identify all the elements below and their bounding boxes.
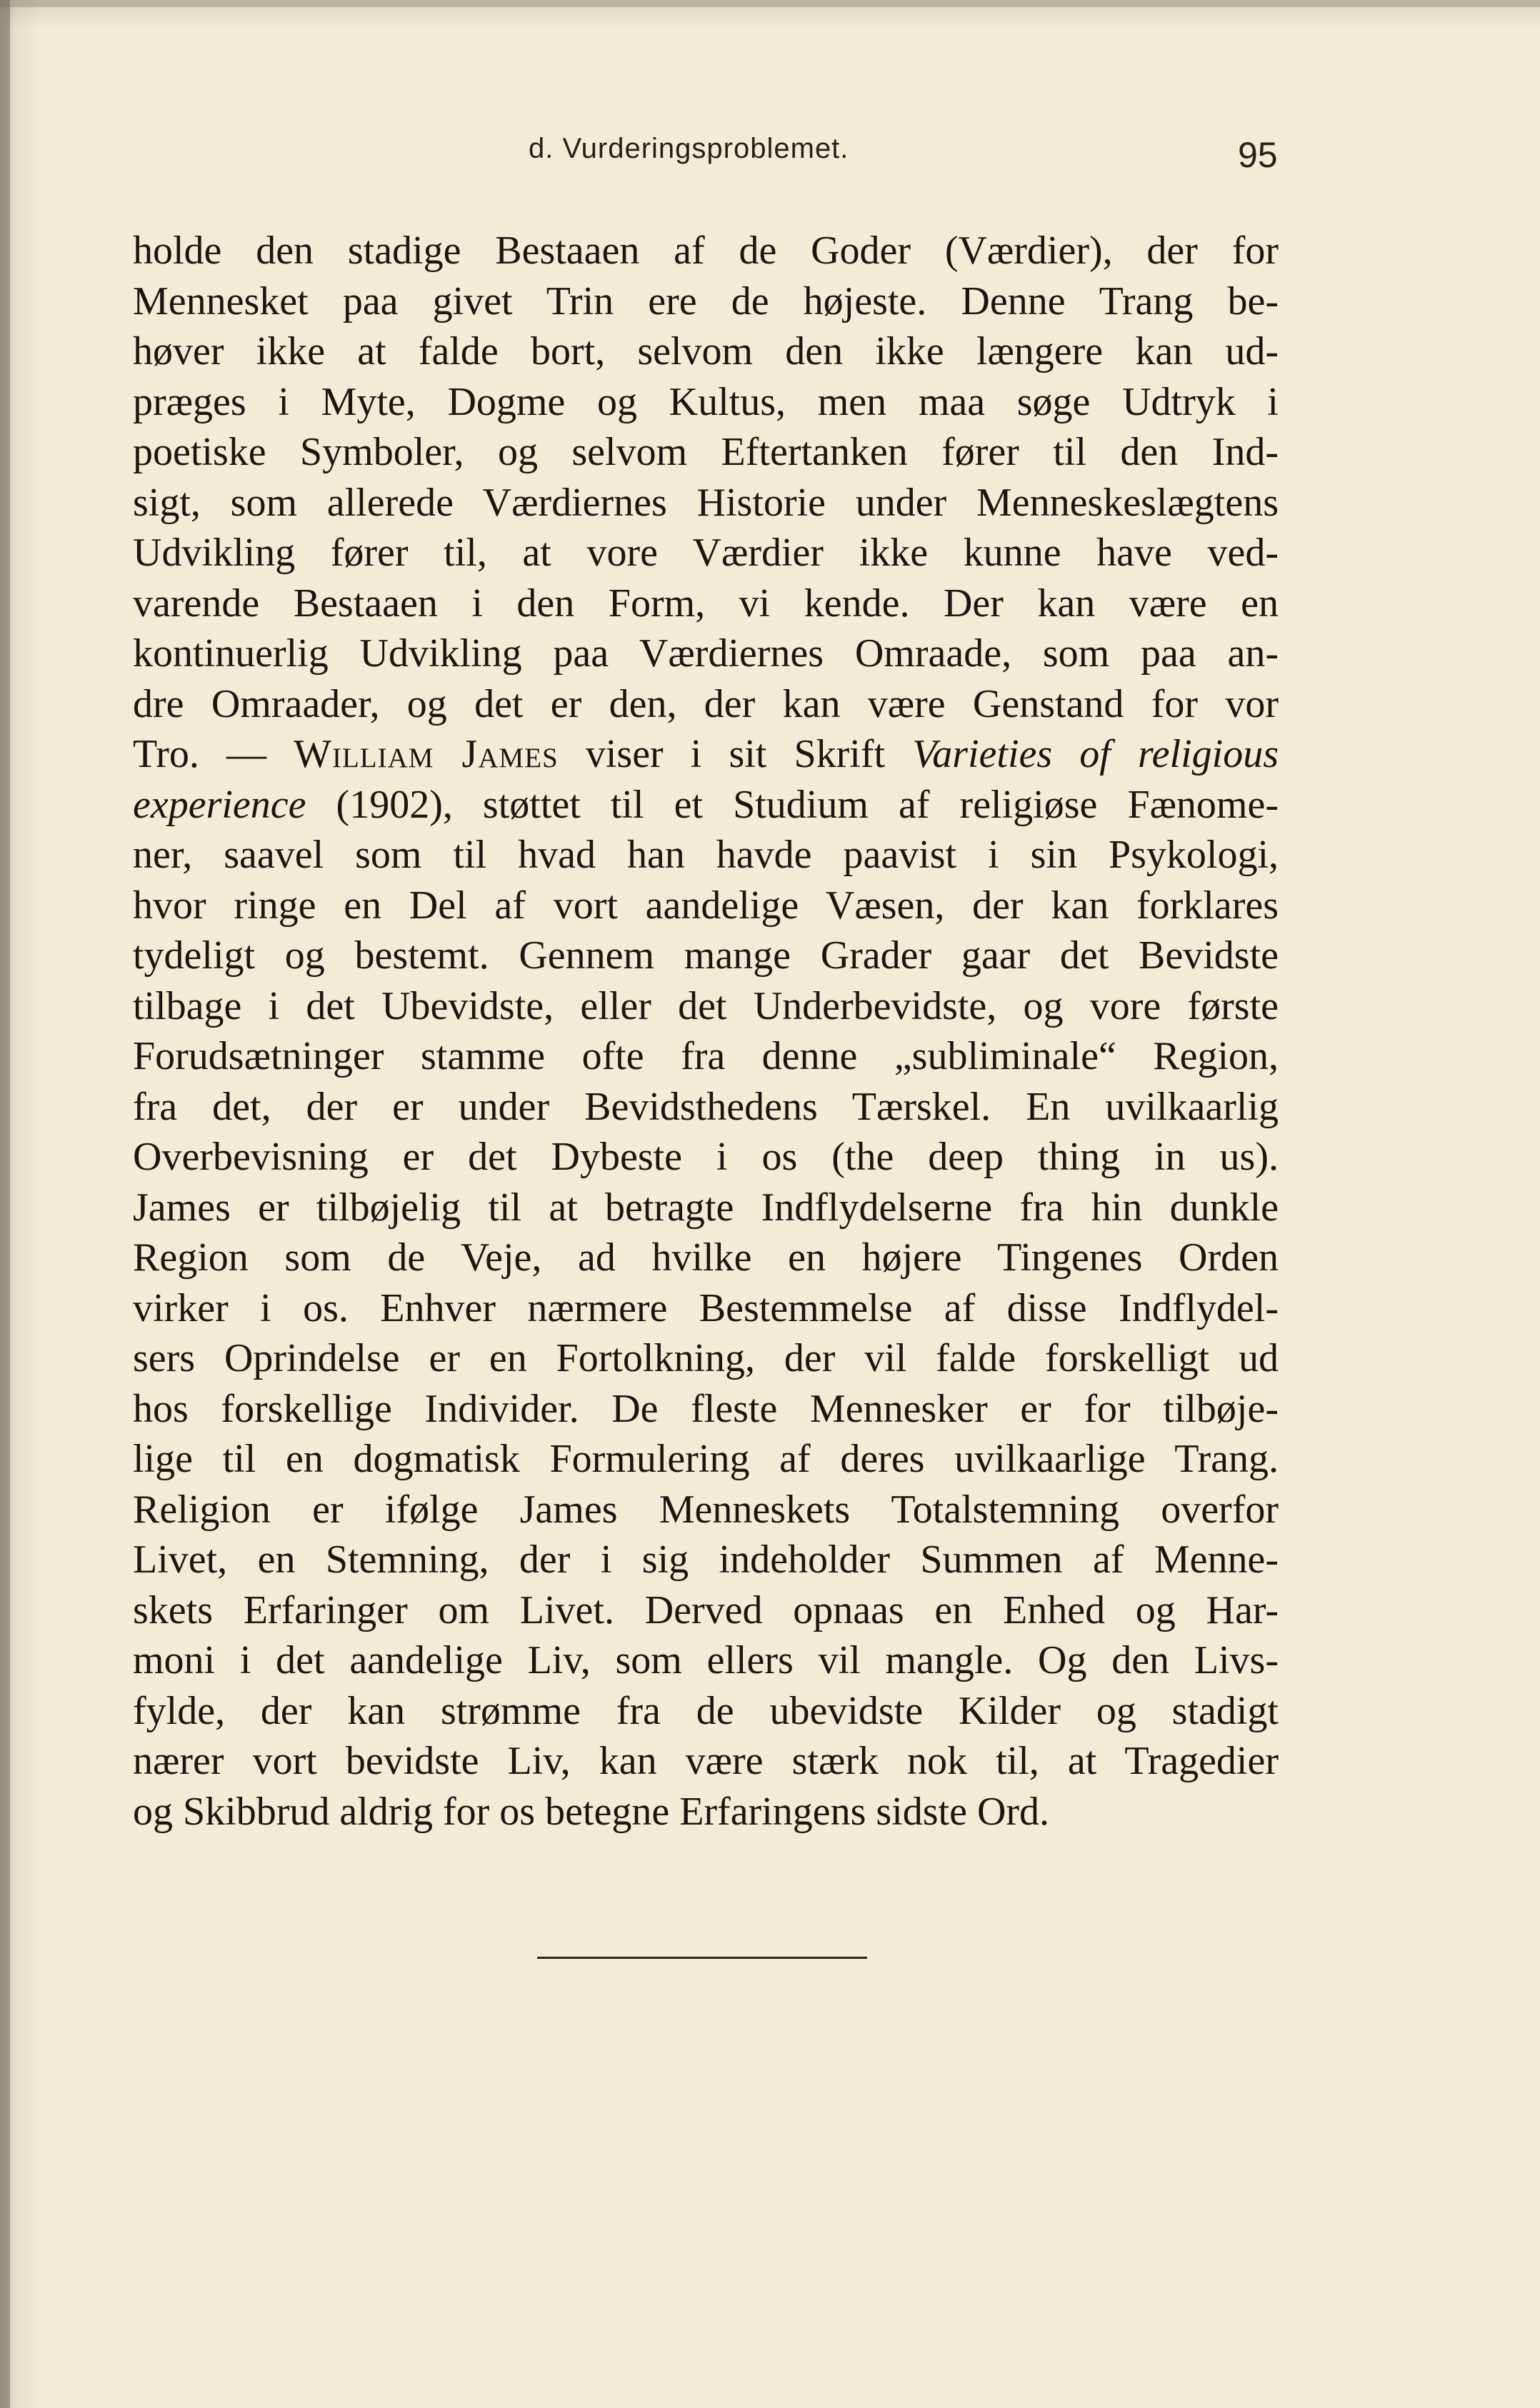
text-line: virker i os. Enhver nærmere Bestemmelse af disse Indflydel- xyxy=(133,1285,1279,1330)
text-line: hos forskellige Individer. De fleste Mennesker er for tilbøje- xyxy=(133,1386,1279,1431)
page-left-edge-shadow xyxy=(0,0,10,2408)
text-line: skets Erfaringer om Livet. Derved opnaas en Enhed og Har- xyxy=(133,1587,1279,1632)
book-title: experience xyxy=(133,782,306,827)
text-line: fra det, der er under Bevidsthedens Tærskel. En uvilkaarlig xyxy=(133,1084,1279,1129)
text-line: Mennesket paa givet Trin ere de højeste. Denne Trang be- xyxy=(133,279,1279,323)
text-line: hvor ringe en Del af vort aandelige Væsen, der kan forklares xyxy=(133,883,1279,928)
text-line: sers Oprindelse er en Fortolkning, der vil falde forskelligt ud xyxy=(133,1336,1279,1380)
text-line: holde den stadige Bestaaen af de Goder (Værdier), der for xyxy=(133,229,1279,273)
text-line: og Skibbrud aldrig for os betegne Erfaringens sidste Ord. xyxy=(133,1789,1050,1834)
text-line: nærer vort bevidste Liv, kan være stærk nok til, at Tragedier xyxy=(133,1739,1279,1783)
text-segment: viser i sit Skrift xyxy=(558,732,913,776)
text-segment: (1902), støttet til et Studium af religiøse Fænome- xyxy=(306,782,1279,827)
text-line: Religion er ifølge James Menneskets Totalstemning overfor xyxy=(133,1487,1279,1532)
author-name: William James xyxy=(294,732,559,776)
text-line: ner, saavel som til hvad han havde paavist i sin Psykologi, xyxy=(133,833,1279,877)
text-line xyxy=(133,729,1279,780)
text-line: Udvikling fører til, at vore Værdier ikke kunne have ved- xyxy=(133,531,1279,575)
text-segment: Tro. — xyxy=(133,732,294,776)
text-line: Livet, en Stemning, der i sig indeholder Summen af Menne- xyxy=(133,1537,1279,1582)
text-line xyxy=(133,780,1279,831)
text-line: Overbevisning er det Dybeste i os (the deep thing in us). xyxy=(133,1135,1279,1179)
section-end-rule xyxy=(537,1957,867,1959)
text-line: James er tilbøjelig til at betragte Indflydelserne fra hin dunkle xyxy=(133,1185,1279,1230)
text-line: sigt, som allerede Værdiernes Historie under Menneskeslægtens xyxy=(133,480,1279,525)
text-line: Region som de Veje, ad hvilke en højere Tingenes Orden xyxy=(133,1235,1279,1280)
text-line: lige til en dogmatisk Formulering af deres uvilkaarlige Trang. xyxy=(133,1437,1279,1481)
page-number: 95 xyxy=(1238,135,1278,175)
body-text xyxy=(133,226,1279,1837)
text-line: høver ikke at falde bort, selvom den ikke længere kan ud- xyxy=(133,329,1279,373)
text-line: poetiske Symboler, og selvom Eftertanken fører til den Ind- xyxy=(133,430,1279,474)
text-line: dre Omraader, og det er den, der kan være Genstand for vor xyxy=(133,681,1279,726)
page-top-edge-shadow xyxy=(0,0,1540,7)
text-line: præges i Myte, Dogme og Kultus, men maa søge Udtryk i xyxy=(133,379,1279,424)
text-line: tilbage i det Ubevidste, eller det Underbevidste, og vore første xyxy=(133,983,1279,1028)
book-title: Varieties of religious xyxy=(912,732,1279,776)
text-line: tydeligt og bestemt. Gennem mange Grader gaar det Bevidste xyxy=(133,933,1279,978)
text-line: moni i det aandelige Liv, som ellers vil mangle. Og den Livs- xyxy=(133,1638,1279,1682)
text-line: fylde, der kan strømme fra de ubevidste Kilder og stadigt xyxy=(133,1688,1279,1733)
text-line: Forudsætninger stamme ofte fra denne „subliminale“ Region, xyxy=(133,1034,1279,1078)
text-line: varende Bestaaen i den Form, vi kende. Der kan være en xyxy=(133,581,1279,626)
text-line: kontinuerlig Udvikling paa Værdiernes Omraade, som paa an- xyxy=(133,631,1279,676)
running-head: d. Vurderingsproblemet. xyxy=(529,133,849,164)
